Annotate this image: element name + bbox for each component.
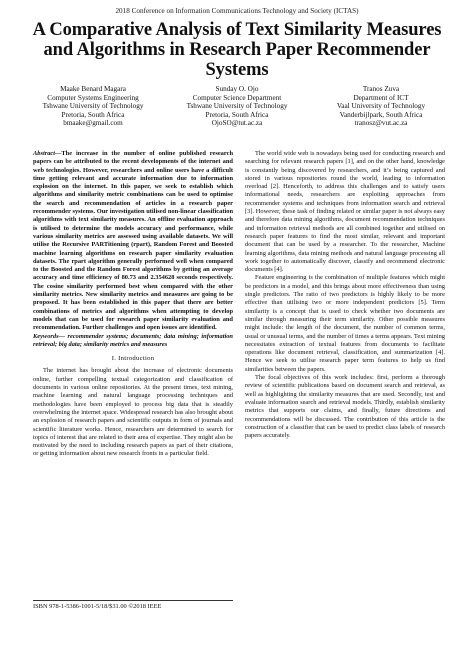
- abstract-label: Abstract—: [33, 150, 62, 157]
- keywords-text: recommender systems; documents; data mining; information retrieval; big data; similarity metrics and measures: [33, 332, 233, 348]
- paper-title: A Comparative Analysis of Text Similarity Measures and Algorithms in Research Paper Recommender Systems: [32, 20, 442, 80]
- abstract-text: The increase in the number of online published research papers can be attributed to the recent developments of the internet and web technologies. However, researchers and online users have a difficult time getting relevant and accurate information due to information explosion on the internet. In this paper, we seek to establish which algorithms and similarity metric combinations can be used to optimise the search and recommendation of articles in a research paper recommender systems. Our investigation utilised non-linear classification algorithms with text similarity measures. An offline evaluation approach is utilised to determine the models accuracy and performance, while various similarity metrics are assessed using available datasets. We will utilise the Recursive PARTitioning (rpart), Random Forest and Boosted machine learning algorithms on research paper similarity evaluation datasets. The rpart algorithm generally performed well when compared to the Boosted and the Random Forest algorithms by getting an average accuracy and time efficiency of 80.73 and 2.354628 seconds respectively. The cosine similarity performed best when compared with the other similarity metrics. New similarity metrics and measures are going to be proposed. It has been established in this paper that there are better combinations of metrics and algorithms when attempting to develop models that can be used for research paper similarity evaluation and recommendation. Further challenges and open issues are identified.: [33, 150, 233, 332]
- author-email: bmaake@gmail.com: [63, 119, 123, 128]
- author-dept: Computer Systems Engineering: [47, 93, 139, 102]
- intro-paragraph-1: The internet has brought about the increase of electronic documents online, further compelling textual categorization and classification of documents in various online repositories. At the present times, text mining, machine learning and natural language processing techniques and methodologies have been employed to process big data that is steadily overwhelming the internet space. Widespread research has also brought about an explosion of research papers and scientific outputs in form of journals and scientific literature works. Hence, researchers are determined to search for topics of interest that are related to their area of expertise. They might also be motivated by the need to including research papers as part of their citations, or getting information about new research fronts in a particular field.: [33, 367, 233, 458]
- author-location: Pretoria, South Africa: [205, 110, 269, 119]
- author-email: OjoSO@tut.ac.za: [211, 119, 263, 128]
- author-location: Pretoria, South Africa: [61, 110, 125, 119]
- intro-paragraph-3: Feature engineering is the combination of multiple features which might be predictors in a model, and this brings about more effectiveness than using single predictors. The ratio of two predictors is highly likely to be more effective than utilising two or more independent predictors [5]. Term similarity is a concept that is used to check whether two documents are similar through measuring their term similarity. Other possible measures might include: the length of the document, the number of common terms, usual or unusual terms, and the number of times a terms appears. Text mining necessitates extraction of textual features from documents to facilitate operations like document retrieval, classification, and summarization [4]. Hence we seek to utilise research paper term features to help us find similarities between the papers.: [245, 274, 445, 373]
- keywords: [33, 333, 233, 350]
- abstract: [33, 150, 233, 333]
- conference-header: 2018 Conference on Information Communications Technology and Society (ICTAS): [115, 7, 359, 15]
- author-location: Vanderbijlpark, South Africa: [339, 110, 423, 119]
- author-email: tranosz@vut.ac.za: [354, 119, 408, 128]
- right-column: [245, 150, 445, 440]
- keywords-label: Keywords—: [33, 332, 65, 340]
- author-name: Maake Benard Magara: [60, 85, 126, 93]
- intro-paragraph-4: The focal objectives of this work includes: first, perform a thorough review of scientific publications based on document search and retrieval, as well as highlighting the similarity measures that are used. Secondly, test and evaluate information search and retrieval models. Thirdly, establish similarity metrics that supports our claims, and finally, future directions and recommendations will be discussed. The contribution of this article is the construction of a classifier that can be used to predict class labels of research papers accurately.: [245, 374, 445, 440]
- author-3: [316, 85, 446, 128]
- author-org: Tshwane University of Technology: [42, 102, 144, 111]
- author-org: Vaal University of Technology: [336, 102, 426, 111]
- author-2: [170, 85, 304, 128]
- author-dept: Department of ICT: [353, 93, 409, 102]
- copyright-footer: ISBN 978-1-5386-1001-5/18/$31.00 ©2018 IEEE: [33, 600, 233, 610]
- author-1: [28, 85, 158, 128]
- intro-paragraph-2: The world wide web is nowadays being used for conducting research and searching for relevant research papers [1], and on the other hand, knowledge is constantly being discovered by researchers, and it’s being captured and stored in various repositories round the world, leading to information overload [2]. Henceforth, to address this challenges and to satisfy users informational needs, researchers are exploiting approaches from recommender systems and techniques from information search and retrieval [3]. However, these task of finding related or similar paper is not always easy and therefore data mining algorithms, document recommendation techniques and information retrieval methods are all combined together and utilised on research paper features to find the most similar, relevant and important document that can be used by a researcher. To the researcher, Machine learning algorithms, data mining methods and natural language processing all work together to automatically discover, classify and recommend electronic documents [4].: [245, 150, 445, 274]
- author-name: Tranos Zuva: [362, 85, 400, 93]
- author-dept: Computer Science Department: [192, 93, 282, 102]
- author-name: Sunday O. Ojo: [215, 85, 259, 93]
- author-org: Tshwane University of Technology: [186, 102, 288, 111]
- section-heading-introduction: I. Introduction: [111, 355, 155, 363]
- left-column: [33, 150, 233, 459]
